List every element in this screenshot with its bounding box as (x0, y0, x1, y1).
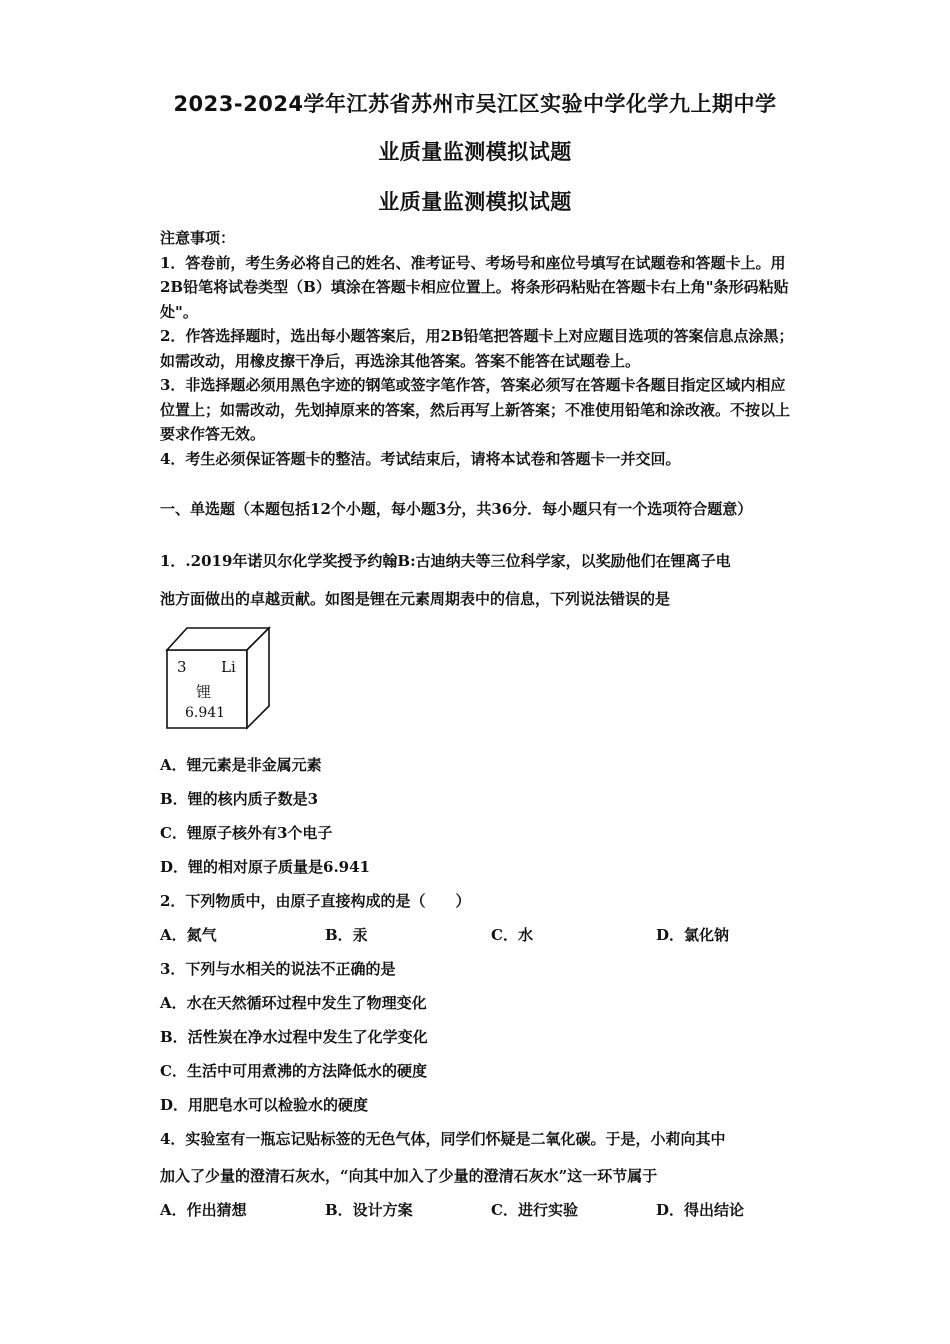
exam-title-line-1: 2023-2024学年江苏省苏州市吴江区实验中学化学九上期中学 (173, 92, 777, 116)
notice-block (160, 226, 795, 471)
atomic-mass: 6.941 (185, 705, 226, 721)
question-2-stem: 2．下列物质中，由原子直接构成的是（ ） (160, 892, 471, 910)
question-4-option-c: C．进行实验 (491, 1201, 578, 1219)
element-name: 锂 (196, 683, 212, 701)
question-3-option-b: B．活性炭在净水过程中发生了化学变化 (160, 1028, 428, 1046)
question-1-option-a: A．锂元素是非金属元素 (160, 756, 322, 774)
lithium-element-card (165, 626, 273, 730)
question-1-option-d: D．锂的相对原子质量是6.941 (160, 858, 370, 876)
question-4-option-a: A．作出猜想 (160, 1201, 247, 1219)
notice-heading: 注意事项： (160, 229, 236, 247)
atomic-number: 3 (177, 658, 187, 676)
exam-title-line-2: 业质量监测模拟试题 (378, 140, 572, 164)
element-symbol: Li (221, 658, 236, 676)
question-1-stem-line-1: 1．.2019年诺贝尔化学奖授予约翰B:古迪纳夫等三位科学家，以奖励他们在锂离子电 (160, 552, 731, 570)
question-1-stem-line-2: 池方面做出的卓越贡献。如图是锂在元素周期表中的信息，下列说法错误的是 (160, 590, 671, 608)
question-4-stem-line-1: 4．实验室有一瓶忘记贴标签的无色气体，同学们怀疑是二氧化碳。于是，小莉向其中 (160, 1130, 726, 1148)
question-3-option-c: C．生活中可用煮沸的方法降低水的硬度 (160, 1062, 427, 1080)
question-4-option-b: B．设计方案 (325, 1201, 413, 1219)
exam-title-line-3: 业质量监测模拟试题 (378, 190, 572, 214)
section-heading: 一、单选题（本题包括12个小题，每小题3分，共36分．每小题只有一个选项符合题意） (160, 500, 753, 518)
question-3-option-a: A．水在天然循环过程中发生了物理变化 (160, 994, 427, 1012)
question-1-option-c: C．锂原子核外有3个电子 (160, 824, 333, 842)
question-2-option-a: A．氮气 (160, 926, 217, 944)
question-3-option-d: D．用肥皂水可以检验水的硬度 (160, 1096, 369, 1114)
notice-item: 3．非选择题必须用黑色字迹的钢笔或签字笔作答，答案必须写在答题卡各题目指定区域内相应位置上；如需改动，先划掉原来的答案，然后再写上新答案；不准使用铅笔和涂改液。不按以上要求作答无效。 (160, 376, 791, 443)
question-2-option-c: C．水 (491, 926, 533, 944)
question-4-option-d: D．得出结论 (656, 1201, 745, 1219)
question-3-stem: 3．下列与水相关的说法不正确的是 (160, 960, 396, 978)
question-2-option-d: D．氯化钠 (656, 926, 730, 944)
question-2-option-b: B．汞 (325, 926, 368, 944)
question-4-stem-line-2: 加入了少量的澄清石灰水，“向其中加入了少量的澄清石灰水”这一环节属于 (160, 1167, 658, 1185)
question-1-option-b: B．锂的核内质子数是3 (160, 790, 319, 808)
notice-item: 2．作答选择题时，选出每小题答案后，用2B铅笔把答题卡上对应题目选项的答案信息点涂黑；如需改动，用橡皮擦干净后，再选涂其他答案。答案不能答在试题卷上。 (160, 327, 794, 370)
notice-item: 4．考生必须保证答题卡的整洁。考试结束后，请将本试卷和答题卡一并交回。 (160, 449, 681, 468)
notice-item: 1．答卷前，考生务必将自己的姓名、准考证号、考场号和座位号填写在试题卷和答题卡上。用2B铅笔将试卷类型（B）填涂在答题卡相应位置上。将条形码粘贴在答题卡右上角"条形码粘贴处"。 (160, 253, 789, 321)
